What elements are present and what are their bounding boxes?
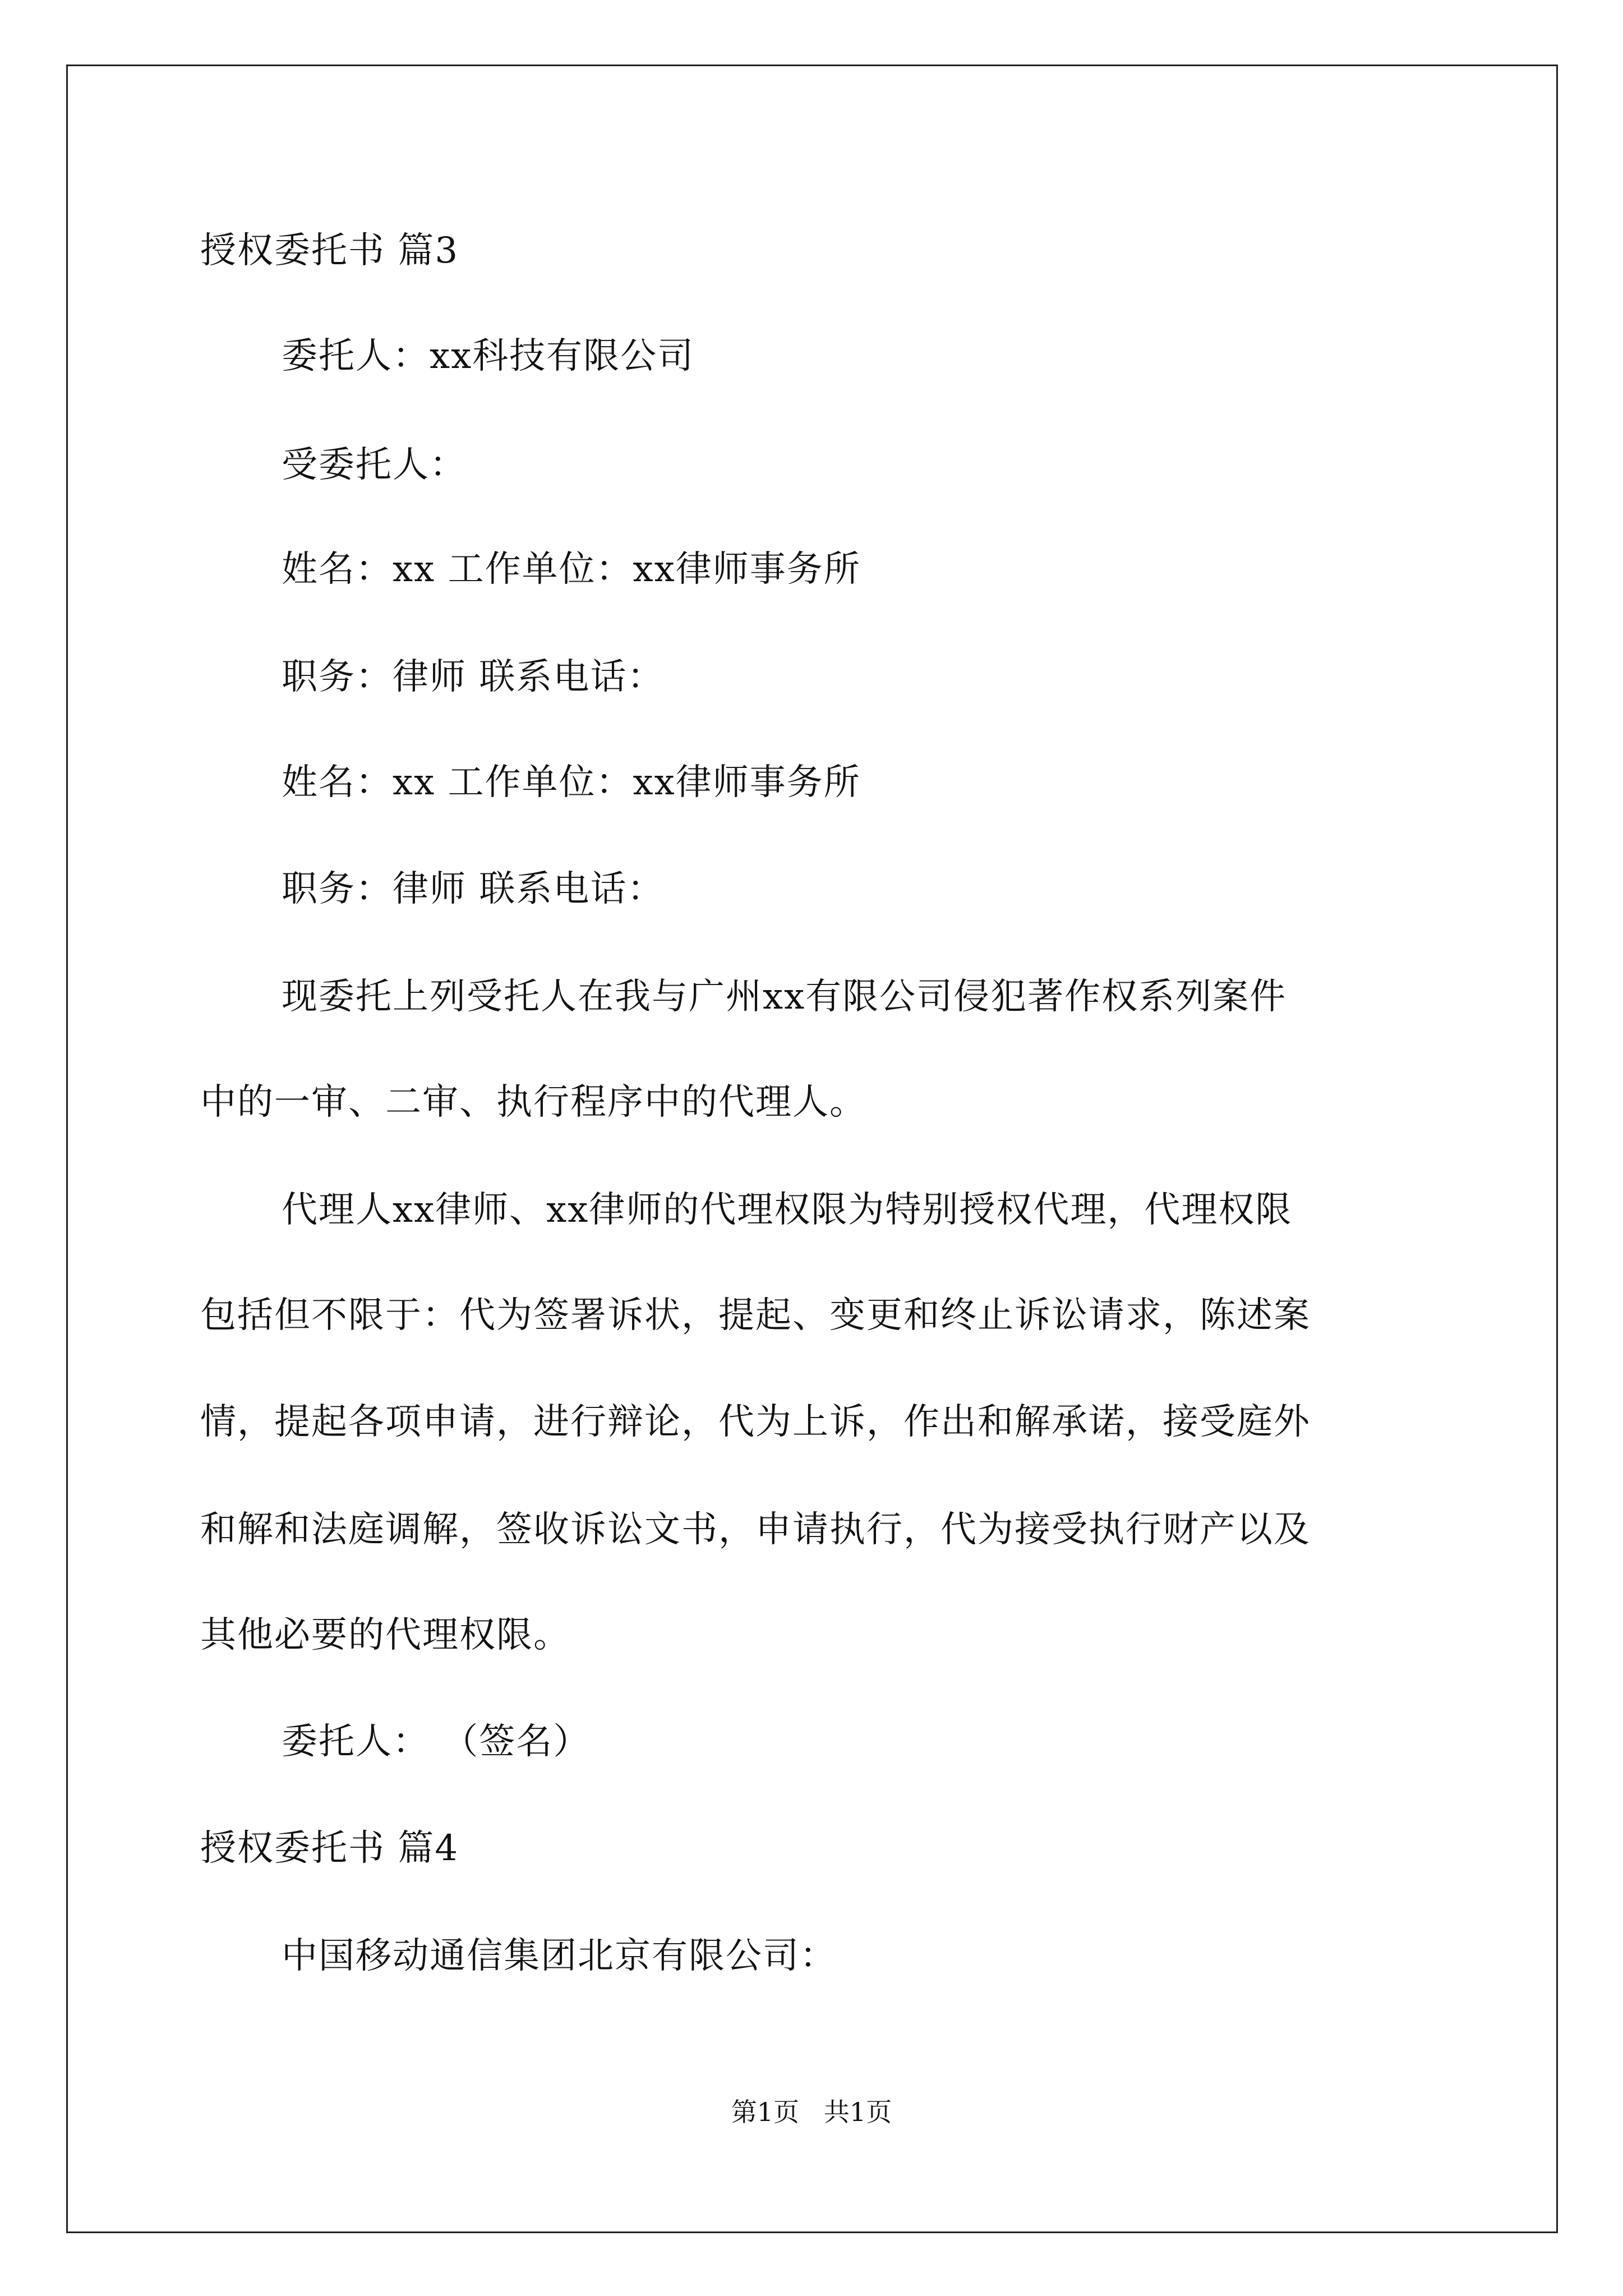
paragraph-2-line-5: 其他必要的代理权限。 — [200, 1614, 570, 1656]
paragraph-1-line-2: 中的一审、二审、执行程序中的代理人。 — [200, 1082, 866, 1123]
paragraph-2-line-4: 和解和法庭调解，签收诉讼文书，申请执行，代为接受执行财产以及 — [200, 1509, 1311, 1550]
signature-line: 委托人： （签名） — [282, 1721, 591, 1763]
page-footer: 第1页 共1页 — [731, 2097, 892, 2127]
agent-heading: 受委托人： — [282, 444, 467, 486]
section-heading-3: 授权委托书 篇3 — [200, 230, 459, 272]
paragraph-2-line-1: 代理人xx律师、xx律师的代理权限为特别授权代理，代理权限 — [282, 1189, 1293, 1231]
page-border — [66, 65, 1558, 2233]
principal-line: 委托人：xx科技有限公司 — [282, 335, 695, 377]
paragraph-2-line-2: 包括但不限于：代为签署诉状，提起、变更和终止诉讼请求，陈述案 — [200, 1295, 1311, 1336]
agent-1-name-line: 姓名：xx 工作单位：xx律师事务所 — [282, 549, 861, 590]
paragraph-1-line-1: 现委托上列受托人在我与广州xx有限公司侵犯著作权系列案件 — [282, 976, 1287, 1018]
agent-2-title-line: 职务：律师 联系电话： — [282, 868, 665, 910]
agent-1-title-line: 职务：律师 联系电话： — [282, 656, 665, 698]
paragraph-2-line-3: 情，提起各项申请，进行辩论，代为上诉，作出和解承诺，接受庭外 — [200, 1401, 1311, 1443]
agent-2-name-line: 姓名：xx 工作单位：xx律师事务所 — [282, 762, 861, 803]
addressee-line: 中国移动通信集团北京有限公司： — [282, 1935, 837, 1977]
section-heading-4: 授权委托书 篇4 — [200, 1828, 459, 1869]
